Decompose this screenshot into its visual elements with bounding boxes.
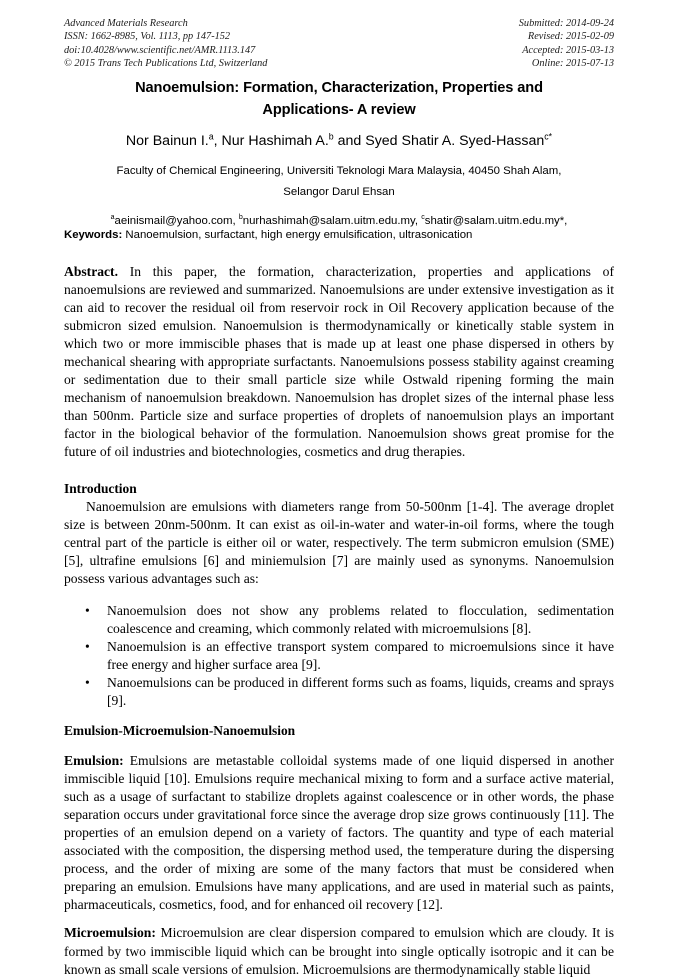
masthead-right [519, 17, 614, 70]
email-c: shatir@salam.uitm.edu.my*, [424, 215, 568, 227]
keywords-value: Nanoemulsion, surfactant, high energy emulsification, ultrasonication [122, 229, 473, 241]
bullet-icon: • [85, 638, 90, 654]
affiliation-line-1: Faculty of Chemical Engineering, Universiti Teknologi Mara Malaysia, 40450 Shah Alam, [116, 165, 562, 177]
journal-issn-volume: ISSN: 1662-8985, Vol. 1113, pp 147-152 [64, 31, 231, 43]
email-b: nurhashimah@salam.uitm.edu.my, [242, 215, 422, 227]
body-column [64, 228, 614, 979]
microemulsion-text: Microemulsion are clear dispersion compared to emulsion which are cloudy. It is formed by two immiscible liquid which can be brought into single optically isotropic and it can be known as small scale versions of emulsion. Microemulsions are thermodynamically stable liquid [64, 925, 614, 977]
emulsion-label: Emulsion: [64, 753, 124, 769]
heading-emulsion-microemulsion-nanoemulsion: Emulsion-Microemulsion-Nanoemulsion [64, 723, 296, 739]
author-1-affil-mark: a [208, 131, 214, 142]
page-title: Nanoemulsion: Formation, Characterization, Properties and Applications- A review [135, 80, 543, 118]
author-emails [64, 213, 614, 229]
emulsion-paragraph [64, 752, 614, 914]
keywords-line [64, 228, 614, 243]
date-revised: Revised: 2015-02-09 [527, 31, 614, 43]
abstract-label: Abstract. [64, 264, 118, 279]
journal-name: Advanced Materials Research [64, 18, 188, 29]
introduction-paragraph: Nanoemulsion are emulsions with diameters range from 50-500nm [1-4]. The average droplet size is between 20nm-500nm. It can exist as oil-in-water and water-in-oil forms, where the tough central part of the particle is either oil or water, respectively. The term submicron emulsion (SME) [5], ultrafine emulsions [6] and miniemulsion [7] are mainly used as synonyms. Nanoemulsion possess various advantages such as: [64, 498, 614, 586]
list-item [85, 674, 614, 710]
author-3-affil-mark: c* [544, 131, 553, 142]
email-mark-b: b [238, 214, 243, 222]
masthead-left [64, 17, 267, 70]
list-item [85, 638, 614, 674]
bullet-icon: • [85, 602, 90, 618]
journal-doi: doi:10.4028/www.scientific.net/AMR.1113.147 [64, 44, 256, 56]
spacer [64, 740, 614, 752]
abstract-text: In this paper, the formation, characterization, properties and applications of nanoemulsions are reviewed and summarized. Nanoemulsions are under extensive investigation as it can aid to recover the residual oil from reservoir rock in Oil Recovery application because of the submicron sized emulsion. Nanoemulsion is thermodynamically or kinetically stable system in which two or more immiscible phases that is made up at least one phase dispersed in others by mechanical shearing with appropriate surfactants. Nanoemulsions possess stability against creaming or sedimentation due to their small particle size while Ostwald ripening forming the main mechanism of nanoemulsion breakdown. Nanoemulsion has droplet sizes of the internal phase less than 500nm. Particle size and surface properties of droplets of nanoemulsion plays an important factor in the biological behavior of the formulation. Nanoemulsion shows great promise for the future of oil industries and biotechnologies, cosmetics and drug therapies. [64, 264, 614, 460]
list-item-text: Nanoemulsion is an effective transport system compared to microemulsions since it have free energy and higher surface area [9]. [107, 638, 614, 672]
date-accepted: Accepted: 2015-03-13 [522, 44, 614, 56]
email-mark-c: c [421, 214, 425, 222]
affiliation-line-2: Selangor Darul Ehsan [283, 185, 395, 198]
keywords-label: Keywords: [64, 229, 123, 241]
email-a: aeinismail@yahoo.com, [114, 215, 239, 227]
microemulsion-paragraph [64, 924, 614, 978]
affiliation [64, 161, 614, 202]
spacer [64, 588, 614, 602]
bullet-icon: • [85, 674, 90, 690]
journal-copyright: © 2015 Trans Tech Publications Ltd, Switzerland [64, 57, 268, 69]
emulsion-text: Emulsions are metastable colloidal systems made of one liquid dispersed in another immiscible liquid [10]. Emulsions require mechanical mixing to form and a surface active material, such as a usage of surfactant to stabilize droplets against coalescence or in other words, the phase separation occurs under gravitational force since the average drop size grows continuously [11]. The properties of an emulsion depend on a variety of factors. The quantity and type of each material associated with the composition, the dispersing method used, the temperature during the dispersing process, and the order of mixing are some of the many factors that must be considered when preparing an emulsion. Emulsions have many applications, and are used in material such as paints, pharmaceuticals, cosmetics, food, and for enhanced oil recovery [12]. [64, 753, 614, 913]
date-submitted: Submitted: 2014-09-24 [518, 18, 614, 29]
advantages-list [64, 602, 614, 710]
spacer [64, 710, 614, 722]
spacer [64, 462, 614, 480]
date-online: Online: 2015-07-13 [531, 57, 614, 69]
abstract-paragraph [64, 263, 614, 462]
author-3: and Syed Shatir A. Syed-Hassan [333, 133, 545, 149]
author-list [64, 131, 614, 151]
author-1: Nor Bainun I. [125, 133, 209, 149]
heading-introduction: Introduction [64, 480, 137, 496]
journal-masthead [64, 17, 614, 70]
list-item-text: Nanoemulsions can be produced in different forms such as foams, liquids, creams and sprays [9]. [107, 674, 614, 708]
list-item [85, 602, 614, 638]
microemulsion-label: Microemulsion: [64, 925, 156, 941]
title-block [64, 78, 614, 229]
list-item-text: Nanoemulsion does not show any problems related to flocculation, sedimentation coalescence and creaming, which commonly related with microemulsions [8]. [107, 602, 614, 636]
spacer [64, 914, 614, 924]
author-2-affil-mark: b [328, 131, 334, 142]
email-mark-a: a [110, 214, 115, 222]
author-2: , Nur Hashimah A. [213, 133, 329, 149]
